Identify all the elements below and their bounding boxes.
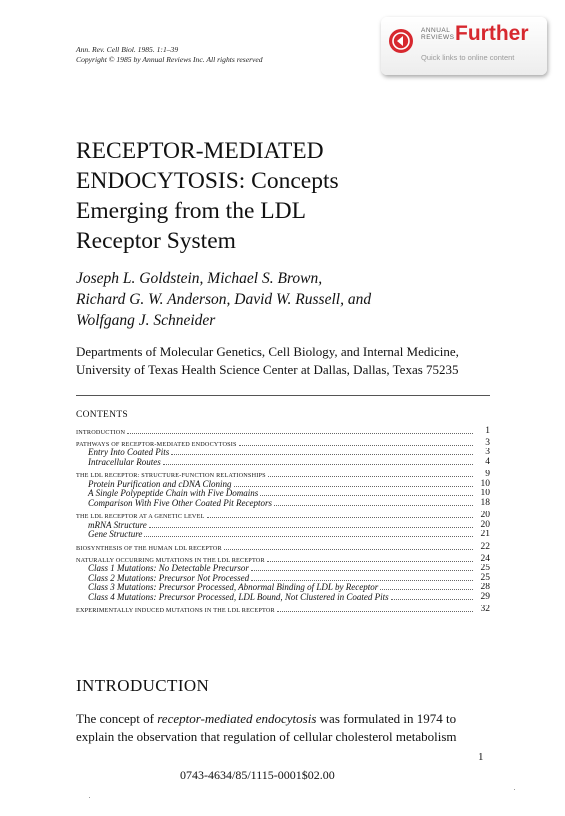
toc-entry-title: mRNA Structure [88,520,147,530]
toc-entry-title: INTRODUCTION [76,428,126,436]
author-line: Wolfgang J. Schneider [76,312,216,329]
toc-page-number: 1 [485,426,490,436]
body-italic-term: receptor-mediated endocytosis [157,711,317,726]
toc-page-number: 24 [480,554,490,564]
toc-page-number: 4 [485,457,490,467]
toc-page-number: 9 [485,469,490,480]
toc-entry-title: Protein Purification and cDNA Cloning [88,479,232,489]
toc-leader-dots [144,536,473,537]
toc-subsection-entry [76,489,490,499]
further-wordmark: Further [455,22,529,45]
toc-leader-dots [234,486,474,487]
annual-reviews-label [421,27,454,41]
toc-subsection-entry [76,573,490,583]
toc-page-number: 29 [480,592,490,603]
toc-entry-title: Class 3 Mutations: Precursor Processed, Abnormal Binding of LDL by Receptor [88,582,379,593]
body-paragraph [76,710,490,746]
title-line: ENDOCYTOSIS: Concepts [76,168,339,194]
toc-leader-dots [207,517,473,518]
toc-leader-dots [251,580,473,581]
author-line: Richard G. W. Anderson, David W. Russell, and [76,291,372,308]
page-number: 1 [478,751,484,763]
toc-leader-dots [127,433,473,434]
toc-leader-dots [251,570,473,571]
toc-leader-dots [260,495,473,496]
toc-page-number: 28 [480,582,490,593]
toc-page-number: 22 [480,541,490,552]
title-line: RECEPTOR-MEDIATED [76,138,324,164]
toc-entry-title: BIOSYNTHESIS OF THE HUMAN LDL RECEPTOR [76,544,222,552]
toc-leader-dots [149,527,473,528]
toc-entry-title: NATURALLY OCCURRING MUTATIONS IN THE LDL RECEPTOR [76,556,265,564]
toc-section-entry [76,511,490,521]
article-title [76,136,339,256]
toc-subsection-entry [76,530,490,540]
toc-leader-dots [267,561,473,562]
toc-section-entry [76,470,490,480]
affiliation [76,343,496,379]
journal-citation: Ann. Rev. Cell Biol. 1985. 1:1–39 [76,45,179,54]
table-of-contents [76,426,490,614]
toc-page-number: 10 [480,488,490,499]
reviews-word: REVIEWS [421,34,455,41]
toc-page-number: 20 [480,510,490,521]
toc-page-number: 21 [480,529,490,540]
author-list [76,268,371,331]
toc-subsection-entry [76,592,490,602]
affiliation-line: University of Texas Health Science Center at Dallas, Dallas, Texas 75235 [76,362,459,377]
toc-entry-title: Entry Into Coated Pits [88,447,170,458]
body-line: explain the observation that regulation of cellular cholesterol metabolism [76,729,457,744]
section-heading: INTRODUCTION [76,676,210,695]
toc-entry-title: A Single Polypeptide Chain with Five Domains [88,488,259,499]
toc-entry-title: Class 2 Mutations: Precursor Not Processed [88,573,250,583]
toc-leader-dots [171,454,473,455]
toc-page-number: 3 [485,438,490,448]
title-line: Emerging from the LDL [76,198,306,224]
toc-entry-title: Class 1 Mutations: No Detectable Precursor [88,563,249,574]
toc-page-number: 25 [480,563,490,574]
toc-subsection-entry [76,457,490,467]
toc-subsection-entry [76,583,490,593]
toc-entry-title: EXPERIMENTALLY INDUCED MUTATIONS IN THE LDL RECEPTOR [76,607,275,615]
toc-leader-dots [380,589,473,590]
toc-subsection-entry [76,520,490,530]
toc-leader-dots [224,549,473,550]
toc-entry-title: Gene Structure [88,529,143,540]
toc-subsection-entry [76,448,490,458]
further-banner[interactable] [381,17,547,75]
toc-leader-dots [239,445,473,446]
toc-leader-dots [163,464,473,465]
body-text-run: was formulated in 1974 to [316,711,457,726]
annual-word: ANNUAL [421,27,451,34]
author-line: Joseph L. Goldstein, Michael S. Brown, [76,270,323,287]
toc-entry-title: Intracellular Routes [88,457,161,467]
back-arrow-icon [389,29,413,53]
toc-page-number: 10 [480,479,490,489]
toc-leader-dots [391,599,473,600]
toc-leader-dots [277,611,473,612]
toc-section-entry [76,426,490,436]
toc-entry-title: Comparison With Five Other Coated Pit Receptors [88,498,272,508]
toc-entry-title: PATHWAYS OF RECEPTOR-MEDIATED ENDOCYTOSIS [76,440,237,448]
toc-leader-dots [274,505,473,506]
toc-entry-title: THE LDL RECEPTOR AT A GENETIC LEVEL [76,513,205,521]
scan-speck [89,797,90,798]
further-tagline: Quick links to online content [421,53,515,62]
contents-heading: CONTENTS [76,410,129,420]
title-line: Receptor System [76,228,236,254]
toc-subsection-entry [76,498,490,508]
toc-page-number: 20 [480,520,490,530]
body-line [76,710,490,728]
toc-page-number: 32 [480,604,490,615]
toc-subsection-entry [76,564,490,574]
toc-entry-title: Class 4 Mutations: Precursor Processed, LDL Bound, Not Clustered in Coated Pits [88,592,389,603]
footer-code: 0743-4634/85/1115-0001$02.00 [180,768,335,782]
body-text-run: The concept of [76,711,158,726]
toc-page-number: 18 [480,498,490,508]
journal-citation-block [76,45,263,65]
toc-leader-dots [268,476,473,477]
copyright-line: Copyright © 1985 by Annual Reviews Inc. All rights reserved [76,55,263,64]
toc-section-entry [76,542,490,552]
affiliation-line: Departments of Molecular Genetics, Cell Biology, and Internal Medicine, [76,344,459,359]
toc-section-entry [76,605,490,615]
toc-page-number: 25 [480,573,490,583]
toc-section-entry [76,554,490,564]
scan-speck [514,789,515,790]
divider [76,395,490,396]
toc-subsection-entry [76,479,490,489]
toc-section-entry [76,438,490,448]
toc-page-number: 3 [485,447,490,458]
toc-entry-title: THE LDL RECEPTOR: STRUCTURE-FUNCTION RELATIONSHIPS [76,472,266,480]
